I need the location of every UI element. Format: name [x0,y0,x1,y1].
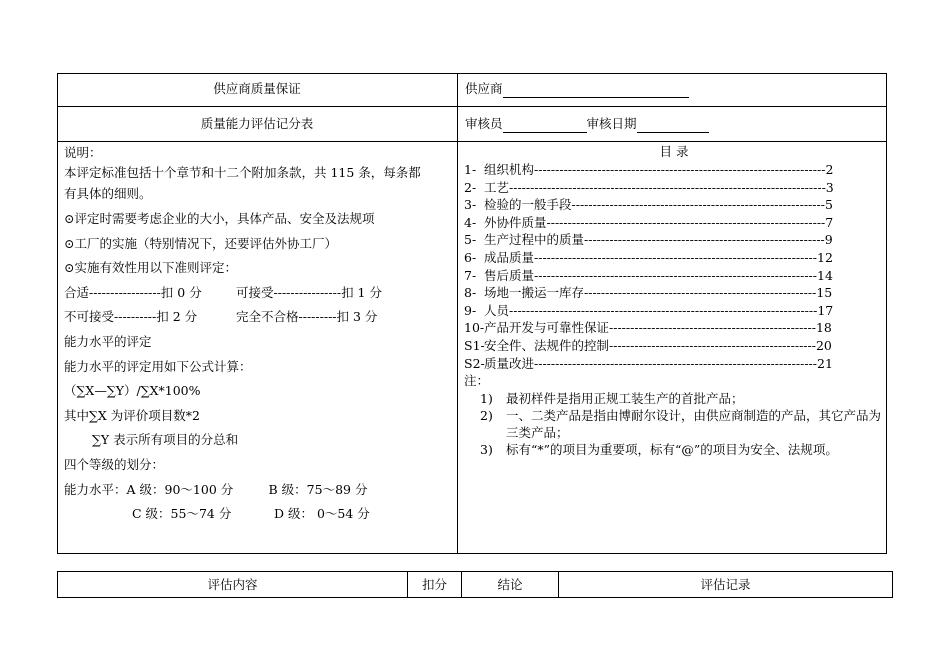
table-of-contents [464,145,884,458]
toc-item-number: 1- [464,162,477,177]
row-divider [57,106,887,107]
toc-item-page: 15 [816,285,833,301]
note-text: 最初样件是指用正规工装生产的首批产品； [506,391,744,407]
toc-item-page: 7 [825,214,834,230]
row-divider [57,141,887,142]
toc-item-page: 20 [815,337,832,353]
toc-item-number: 6- [464,249,477,265]
toc-item[interactable] [464,319,884,337]
notes-list [464,390,884,458]
level-d: D 级： 0～54 分 [274,506,370,522]
toc-item-page: 12 [817,249,833,265]
toc-leader: --------------------------------------------------------------------------- [509,179,826,195]
level-b: B 级：75～89 分 [268,481,368,497]
toc-item-page: 2 [825,162,834,177]
instructions-heading: 说明： [64,145,102,160]
toc-leader: ------------------------------------------------------------------- [534,249,817,265]
note-item [480,407,884,441]
evaluation-table-header [57,571,893,598]
toc-list [464,161,884,372]
toc-item-title: 售后质量 [484,267,535,283]
instructions-section [64,146,456,529]
supplier-label: 供应商 [465,81,503,96]
toc-item[interactable] [464,267,884,285]
toc-leader: ------------------------------------------------------------------ [546,214,826,230]
score-item: 不可接受----------扣 2 分 [64,309,198,325]
toc-item-page: 21 [817,355,833,371]
toc-leader: ------------------------------------------------------------------------- [509,302,818,318]
note-number: 1) [480,391,493,407]
toc-item-title: 成品质量 [484,249,535,265]
toc-item-title: 人员 [484,302,510,318]
auditor-blank[interactable] [503,118,587,133]
audit-date-blank[interactable] [637,118,709,133]
toc-leader: ------------------------------------------------------- [584,285,817,301]
auditor-label: 审核员 [465,116,503,131]
level-prefix: 能力水平： [64,481,127,497]
column-divider [457,73,458,554]
toc-item-title: 安全件、法规件的控制 [484,337,610,353]
formula-intro: 能力水平的评定用如下公式计算： [64,358,252,374]
toc-leader: ------------------------------------------------- [609,337,816,353]
toc-item[interactable] [464,355,884,373]
note-item [480,441,884,458]
toc-leader: ------------------------------------------------- [609,320,816,336]
note-number: 2) [480,408,493,424]
score-item: 可接受----------------扣 1 分 [236,284,382,300]
toc-title: 目 录 [659,144,689,159]
toc-leader: ------------------------------------------------------------------- [534,267,817,283]
toc-item-page: 18 [815,320,832,336]
toc-item-page: 3 [825,179,834,195]
score-row [64,283,456,308]
toc-item-title: 场地一搬运一库存 [484,285,585,301]
toc-item-number: 4- [464,214,477,230]
toc-leader: --------------------------------------------------------------------- [534,162,826,177]
formula-where-y: ∑Y 表示所有项目的分总和 [92,432,239,448]
level-row [64,480,456,505]
toc-item[interactable] [464,231,884,249]
form-title: 供应商质量保证 [213,81,301,96]
toc-item-page: 17 [817,302,834,318]
header-evaluation-content: 评估内容 [207,577,258,592]
toc-item-number: 5- [464,232,477,248]
instructions-para-line2: 有具体的细则。 [64,186,152,201]
formula: （∑X—∑Y）/∑X*100% [64,383,201,399]
header-deduction: 扣分 [421,577,447,592]
header-evaluation-record: 评估记录 [700,577,751,592]
toc-item-number: S2- [464,355,485,371]
toc-item-number: 10- [464,320,485,336]
auditor-field[interactable] [465,115,709,133]
toc-item-title: 组织机构 [484,162,535,177]
note-text: 标有“*”的项目为重要项，标有“@”的项目为安全、法规项。 [506,442,838,458]
form-subtitle: 质量能力评估记分表 [200,116,314,131]
toc-item-number: S1- [464,337,485,353]
toc-item[interactable] [464,337,884,355]
formula-where-x: 其中∑X 为评价项目数*2 [64,407,200,423]
note-item [480,390,884,407]
toc-leader: ------------------------------------------------------------------- [534,355,817,371]
toc-item-page: 14 [817,267,833,283]
toc-leader: ------------------------------------------------------------ [571,197,825,213]
toc-item-number: 3- [464,197,477,213]
toc-item[interactable] [464,284,884,302]
toc-item-page: 5 [824,197,833,213]
score-row [64,307,456,332]
toc-item-number: 9- [464,302,477,318]
toc-item[interactable] [464,249,884,267]
note-text: 一、二类产品是指由博耐尔设计，由供应商制造的产品，其它产品为三类产品； [506,408,882,441]
toc-item[interactable] [464,302,884,320]
level-c: C 级：55～74 分 [132,506,232,522]
level-a: A 级：90～100 分 [126,481,234,497]
score-item: 合适-----------------扣 0 分 [64,284,202,300]
levels-heading: 四个等级的划分： [64,456,165,472]
header-conclusion: 结论 [497,577,523,592]
toc-item-number: 7- [464,267,477,283]
toc-item-title: 外协件质量 [484,214,547,230]
toc-leader: --------------------------------------------------------- [584,232,825,248]
audit-date-label: 审核日期 [586,116,637,131]
toc-item-title: 工艺 [484,179,510,195]
notes-label: 注： [464,373,490,389]
toc-item-title: 产品开发与可靠性保证 [484,320,610,336]
toc-item-title: 检验的一般手段 [484,197,572,213]
toc-item-number: 2- [464,179,477,195]
supplier-field[interactable] [465,80,689,98]
score-item: 完全不合格---------扣 3 分 [236,309,378,325]
toc-item-page: 9 [824,232,833,248]
supplier-blank[interactable] [503,83,689,98]
instructions-bullet: ⊙实施有效性用以下准则评定： [64,260,237,276]
toc-item[interactable] [464,196,884,214]
toc-item[interactable] [464,214,884,232]
note-number: 3) [480,442,493,458]
instructions-para-line1: 本评定标准包括十个章节和十二个附加条款，共 115 条，每条都 [64,165,421,180]
toc-item-number: 8- [464,285,477,301]
toc-item[interactable] [464,179,884,197]
instructions-bullet: ⊙评定时需要考虑企业的大小，具体产品、安全及法规项 [64,211,375,226]
level-row [64,504,456,529]
capability-heading: 能力水平的评定 [64,333,152,349]
toc-item[interactable] [464,161,884,179]
toc-item-title: 生产过程中的质量 [484,232,585,248]
instructions-bullet: ⊙工厂的实施（特别情况下，还要评估外协工厂） [64,235,337,251]
toc-item-title: 质量改进 [484,355,535,371]
